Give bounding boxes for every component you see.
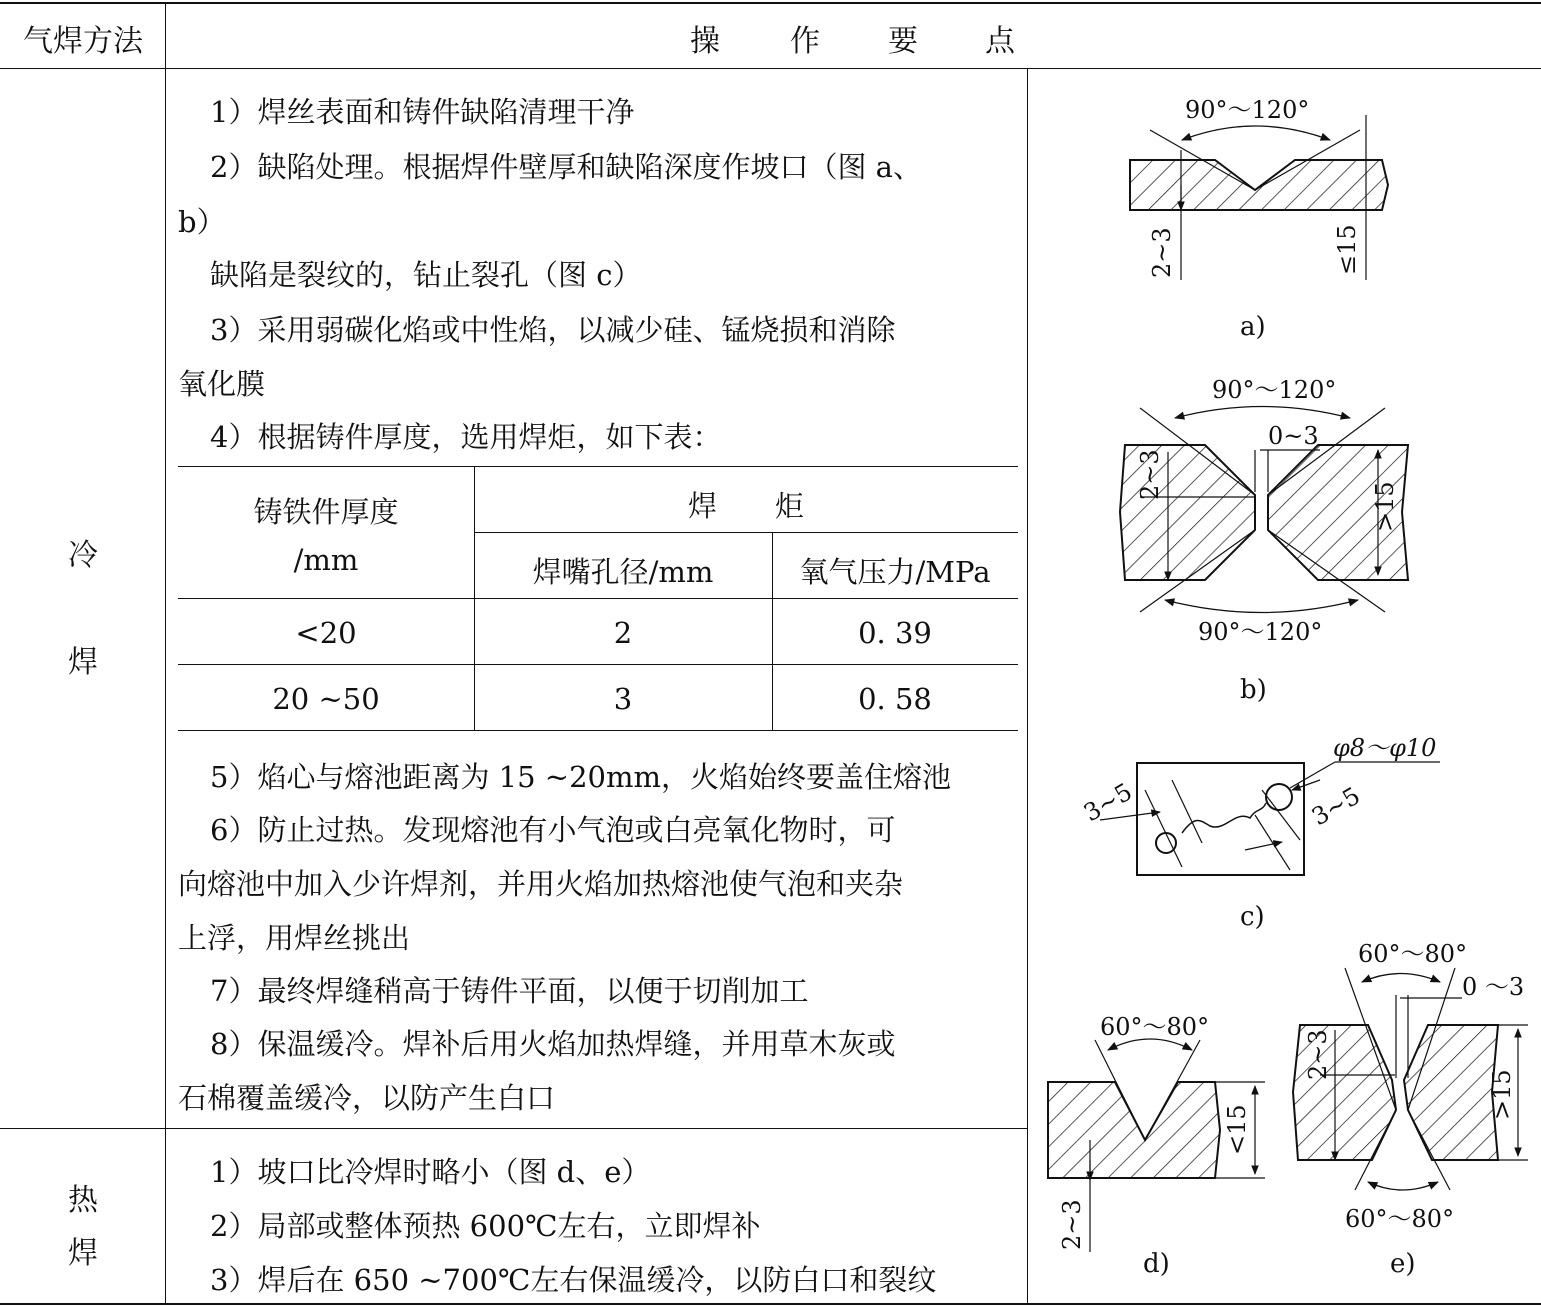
fig-a-angle: 90°～120° (1185, 96, 1310, 124)
cold-step-4: 4）根据铸件厚度，选用焊炬，如下表： (210, 420, 722, 454)
cold-step-8: 8）保温缓冷。焊补后用火焰加热焊缝，并用草木灰或 (210, 1027, 896, 1061)
fig-c-d2: 3~5 (1307, 781, 1365, 832)
cold-step-6-cont-1: 向熔池中加入少许焊剂，并用火焰加热熔池使气泡和夹杂 (178, 867, 904, 901)
cold-step-5: 5）焰心与熔池距离为 15 ~20mm，火焰始终要盖住熔池 (210, 760, 951, 794)
fig-c-hole: φ8～φ10 (1333, 734, 1437, 762)
fig-c-d1: 3~5 (1079, 777, 1137, 828)
fig-a-d2: ≤15 (1333, 224, 1361, 275)
points-header-char-2: 作 (790, 24, 820, 59)
cold-step-2: 2）缺陷处理。根据焊件壁厚和缺陷深度作坡口（图 a、 (210, 150, 922, 184)
points-header-char-3: 要 (888, 24, 918, 59)
fig-e-angle-bottom: 60°～80° (1345, 1205, 1455, 1233)
hot-label-1: 热 (68, 1183, 98, 1218)
row1-nozzle: 2 (613, 616, 633, 650)
hot-step-3: 3）焊后在 650 ~700℃左右保温缓冷，以防白口和裂纹 (210, 1263, 937, 1297)
fig-a-caption: a) (1240, 312, 1266, 342)
fig-b-d1: 2~3 (1136, 449, 1164, 500)
cold-label-2: 焊 (68, 645, 98, 680)
cold-step-7: 7）最终焊缝稍高于铸件平面，以便于切削加工 (210, 974, 809, 1008)
fig-a-d1: 2~3 (1148, 227, 1176, 278)
cold-step-6-cont-2: 上浮，用焊丝挑出 (178, 921, 411, 955)
fig-e-angle-top: 60°～80° (1358, 940, 1468, 968)
cold-step-1: 1）焊丝表面和铸件缺陷清理干净 (210, 95, 635, 129)
row1-thickness: <20 (295, 616, 357, 650)
fig-e-d2: >15 (1488, 1069, 1516, 1120)
fig-e-d1: 2~3 (1304, 1029, 1332, 1080)
cold-step-6: 6）防止过热。发现熔池有小气泡或白亮氧化物时，可 (210, 813, 896, 847)
hot-step-1: 1）坡口比冷焊时略小（图 d、e） (210, 1155, 651, 1189)
figure-c (1100, 762, 1440, 875)
hot-step-2: 2）局部或整体预热 600℃左右，立即焊补 (210, 1209, 761, 1243)
fig-e-gap: 0 ～3 (1462, 973, 1525, 1001)
hot-label-2: 焊 (68, 1236, 98, 1271)
cold-step-8-cont: 石棉覆盖缓冷，以防产生白口 (178, 1081, 556, 1115)
cold-label-1: 冷 (68, 538, 98, 573)
method-column-header: 气焊方法 (23, 24, 143, 59)
cold-step-3-cont: 氧化膜 (178, 367, 266, 401)
fig-b-angle-top: 90°～120° (1212, 376, 1337, 404)
cold-crack-note: 缺陷是裂纹的，钻止裂孔（图 c） (210, 258, 642, 292)
row2-oxygen: 0. 58 (858, 682, 932, 716)
cold-step-2-cont: b） (178, 205, 226, 239)
thickness-header: 铸铁件厚度 (253, 495, 399, 529)
fig-b-gap: 0~3 (1268, 422, 1319, 450)
fig-d-angle: 60°～80° (1100, 1013, 1210, 1041)
fig-c-caption: c) (1240, 902, 1265, 932)
oxygen-header: 氧气压力/MPa (799, 555, 991, 589)
fig-b-caption: b) (1240, 675, 1267, 705)
fig-b-angle-bottom: 90°～120° (1198, 618, 1323, 646)
fig-d-d2: 2~3 (1058, 1199, 1086, 1250)
fig-e-caption: e) (1390, 1249, 1416, 1279)
row2-thickness: 20 ~50 (272, 682, 380, 716)
figure-b (1120, 407, 1408, 613)
fig-d-caption: d) (1143, 1249, 1170, 1279)
points-header-char-4: 点 (985, 24, 1015, 59)
row2-nozzle: 3 (613, 682, 633, 716)
cold-step-3: 3）采用弱碳化焰或中性焰，以减少硅、锰烧损和消除 (210, 313, 896, 347)
thickness-unit: /mm (293, 543, 359, 577)
points-header-char-1: 操 (690, 24, 720, 59)
nozzle-header: 焊嘴孔径/mm (532, 555, 714, 589)
fig-d-d1: <15 (1223, 1104, 1251, 1155)
fig-b-d2: >15 (1371, 481, 1399, 532)
torch-header: 焊 炬 (687, 489, 804, 523)
row1-oxygen: 0. 39 (858, 616, 932, 650)
